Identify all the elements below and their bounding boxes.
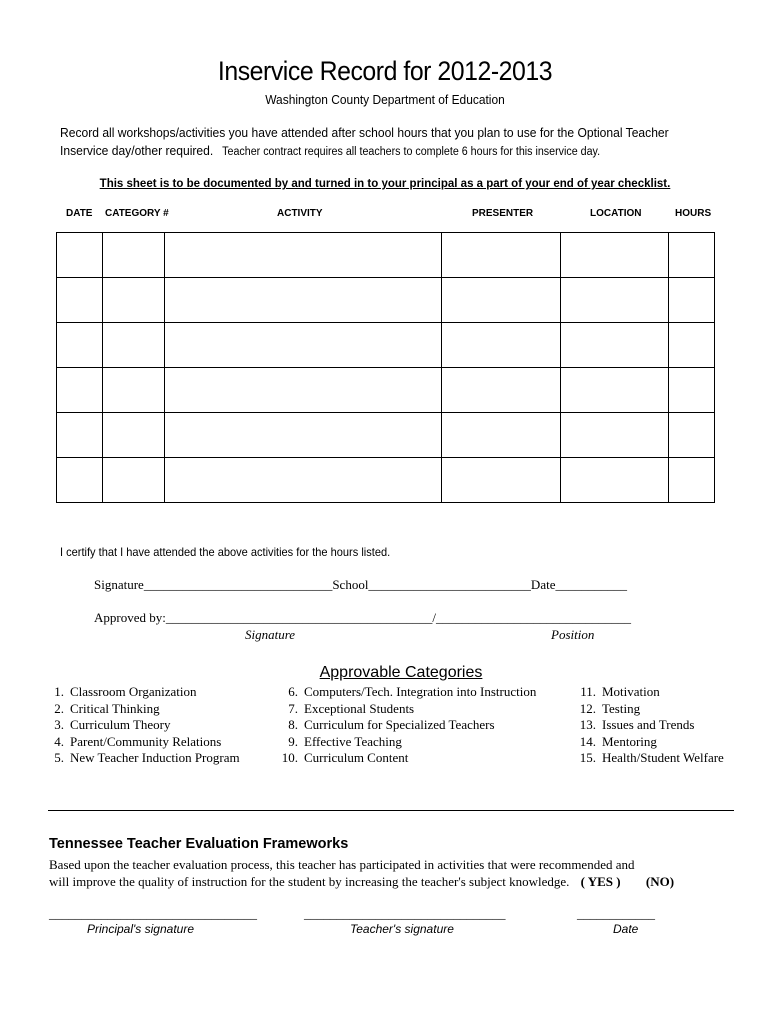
principal-signature-line[interactable]: ________________________________ (49, 906, 257, 921)
frameworks-line-2: will improve the quality of instruction for the student by increasing the teacher's subject knowledge. (49, 874, 570, 889)
category-number: 5. (54, 750, 64, 765)
cell-presenter[interactable] (442, 278, 561, 323)
cell-location[interactable] (561, 458, 669, 503)
list-item (48, 684, 240, 701)
category-number: 2. (54, 700, 64, 716)
cell-activity[interactable] (165, 458, 442, 503)
yes-option[interactable]: ( YES ) (580, 874, 621, 889)
cell-location[interactable] (561, 323, 669, 368)
cell-activity[interactable] (165, 233, 442, 278)
principal-signature-label: Principal's signature (87, 922, 195, 936)
cell-date[interactable] (57, 323, 103, 368)
cell-date[interactable] (57, 368, 103, 413)
intro-line-1: Record all workshops/activities you have attended after school hours that you plan to use for the Optional Teacher (60, 125, 669, 140)
category-number: 15. (579, 750, 596, 765)
list-item (574, 701, 724, 718)
header-location: LOCATION (590, 208, 642, 219)
category-number: 4. (54, 733, 64, 749)
cell-hours[interactable] (669, 233, 715, 278)
category-label: Exceptional Students (304, 700, 415, 716)
category-label: Testing (602, 700, 641, 716)
cell-category[interactable] (103, 368, 165, 413)
category-label: New Teacher Induction Program (70, 750, 240, 765)
table-row (57, 323, 715, 368)
cell-category[interactable] (103, 233, 165, 278)
category-number: 8. (288, 717, 298, 732)
cell-date[interactable] (57, 278, 103, 323)
inservice-table (56, 232, 715, 503)
cell-category[interactable] (103, 278, 165, 323)
cell-hours[interactable] (669, 368, 715, 413)
cell-hours[interactable] (669, 413, 715, 458)
approved-by-line[interactable]: Approved by:_________________________________________/______________________________ (94, 610, 631, 625)
cell-presenter[interactable] (442, 233, 561, 278)
list-item (274, 717, 536, 734)
intro-line-2: Inservice day/other required. (60, 143, 214, 158)
categories-column-3 (574, 684, 724, 767)
cell-activity[interactable] (165, 368, 442, 413)
section-divider (48, 810, 734, 811)
frameworks-line-1: Based upon the teacher evaluation process, this teacher has participated in activities that were recommended and (49, 857, 635, 872)
cell-date[interactable] (57, 413, 103, 458)
cell-activity[interactable] (165, 413, 442, 458)
cell-date[interactable] (57, 233, 103, 278)
cell-hours[interactable] (669, 458, 715, 503)
category-label: Curriculum Content (304, 750, 409, 765)
list-item (274, 750, 536, 767)
category-number: 1. (54, 684, 64, 699)
category-number: 11. (580, 684, 596, 699)
frameworks-heading: Tennessee Teacher Evaluation Frameworks (49, 836, 349, 852)
position-label: Position (551, 627, 595, 642)
page-subtitle: Washington County Department of Education (265, 92, 505, 107)
categories-heading: Approvable Categories (319, 664, 483, 681)
table-row (57, 233, 715, 278)
category-label: Critical Thinking (70, 700, 160, 716)
table-row (57, 458, 715, 503)
categories-column-1 (48, 684, 240, 767)
cell-location[interactable] (561, 368, 669, 413)
signature-school-date-line[interactable]: Signature_____________________________School_________________________Date___________ (94, 577, 627, 592)
cell-presenter[interactable] (442, 323, 561, 368)
certify-statement: I certify that I have attended the above activities for the hours listed. (60, 545, 391, 559)
date-label: Date (613, 922, 639, 936)
submission-notice: This sheet is to be documented by and turned in to your principal as a part of your end of year checklist. (99, 178, 671, 190)
category-label: Motivation (602, 684, 660, 699)
table-row (57, 278, 715, 323)
category-label: Classroom Organization (70, 684, 197, 699)
cell-activity[interactable] (165, 278, 442, 323)
category-number: 12. (579, 700, 596, 716)
list-item (48, 717, 240, 734)
categories-column-2 (274, 684, 536, 767)
category-number: 9. (288, 733, 298, 749)
category-label: Computers/Tech. Integration into Instruction (304, 684, 537, 699)
list-item (574, 750, 724, 767)
cell-presenter[interactable] (442, 368, 561, 413)
category-number: 7. (288, 700, 298, 716)
category-number: 10. (281, 750, 298, 765)
category-number: 6. (288, 684, 298, 699)
cell-hours[interactable] (669, 278, 715, 323)
list-item (574, 734, 724, 751)
category-label: Issues and Trends (602, 717, 695, 732)
intro-paragraph (60, 124, 720, 161)
cell-location[interactable] (561, 233, 669, 278)
category-label: Health/Student Welfare (602, 750, 724, 765)
cell-category[interactable] (103, 458, 165, 503)
list-item (274, 734, 536, 751)
teacher-signature-line[interactable]: _______________________________ (304, 906, 506, 921)
cell-category[interactable] (103, 413, 165, 458)
category-label: Curriculum for Specialized Teachers (304, 717, 495, 732)
list-item (48, 750, 240, 767)
cell-presenter[interactable] (442, 458, 561, 503)
frameworks-statement (49, 856, 749, 890)
page-title: Inservice Record for 2012-2013 (217, 56, 553, 86)
header-presenter: PRESENTER (472, 208, 534, 219)
category-number: 14. (579, 733, 596, 749)
category-label: Parent/Community Relations (70, 733, 222, 749)
teacher-signature-label: Teacher's signature (350, 922, 454, 936)
category-number: 3. (54, 717, 64, 732)
cell-activity[interactable] (165, 323, 442, 368)
category-label: Effective Teaching (304, 733, 402, 749)
intro-contract-note: Teacher contract requires all teachers to complete 6 hours for this inservice day. (222, 146, 601, 158)
list-item (48, 734, 240, 751)
no-option[interactable]: (NO) (645, 874, 675, 889)
category-label: Curriculum Theory (70, 717, 171, 732)
signature-label: Signature (245, 627, 296, 642)
list-item (274, 684, 536, 701)
category-number: 13. (579, 717, 596, 732)
table-row (57, 413, 715, 458)
table-row (57, 368, 715, 413)
list-item (574, 684, 724, 701)
cell-location[interactable] (561, 413, 669, 458)
cell-category[interactable] (103, 323, 165, 368)
header-hours: HOURS (675, 208, 712, 219)
cell-location[interactable] (561, 278, 669, 323)
list-item (48, 701, 240, 718)
cell-presenter[interactable] (442, 413, 561, 458)
header-date: DATE (66, 208, 93, 219)
cell-date[interactable] (57, 458, 103, 503)
category-label: Mentoring (602, 733, 657, 749)
list-item (274, 701, 536, 718)
cell-hours[interactable] (669, 323, 715, 368)
header-category: CATEGORY # (105, 208, 169, 219)
date-line[interactable]: ____________ (577, 906, 655, 921)
list-item (574, 717, 724, 734)
header-activity: ACTIVITY (277, 208, 323, 219)
